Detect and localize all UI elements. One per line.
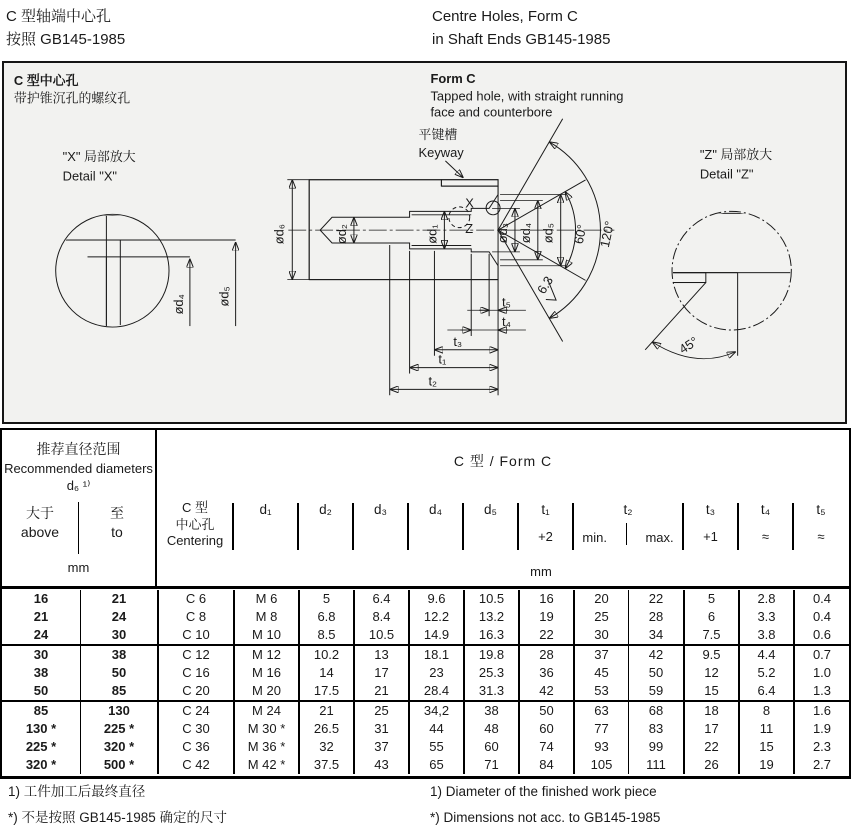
table-cell: 1.3 (793, 682, 849, 700)
table-cell: 15 (683, 682, 738, 700)
angle-45-label: 45° (676, 333, 701, 357)
table-cell: 8 (738, 702, 793, 720)
table-cell: 63 (573, 702, 628, 720)
dim-label-d6: ød₆ (271, 224, 287, 245)
col-header-t4: t₄ ≈ (738, 492, 793, 562)
table-cell: 130 * (25, 721, 57, 736)
table-header (2, 430, 849, 589)
roughness-symbol (532, 273, 564, 304)
table-body (2, 589, 849, 776)
table-cell: 11 (738, 720, 793, 738)
table-cell: 2.3 (793, 738, 849, 756)
table-cell: 13 (353, 646, 408, 664)
table-cell: 18.1 (408, 646, 463, 664)
table-cell: 320 * (80, 738, 157, 756)
table-cell: 31 (353, 720, 408, 738)
dim-label-t3: t₃ (453, 333, 463, 349)
table-cell: 65 (408, 756, 463, 774)
table-cell: 38 (33, 665, 49, 680)
table-cell: 5.2 (738, 664, 793, 682)
table-cell: 17 (683, 720, 738, 738)
table-cell: 55 (408, 738, 463, 756)
table-cell: 320 * (25, 757, 57, 772)
table-cell: 2.7 (793, 756, 849, 774)
table-cell: 59 (628, 682, 683, 700)
col-header-d1: d₁ (233, 492, 298, 562)
table-cell: 30 (80, 626, 157, 644)
table-cell: 500 * (80, 756, 157, 774)
form-c-desc-line2: face and counterbore (430, 104, 553, 120)
page-title-en-line1: Centre Holes, Form C (432, 8, 578, 25)
table-cell: 83 (628, 720, 683, 738)
table-cell: C 12 (157, 646, 233, 664)
t2-max-label: max. (645, 530, 674, 545)
table-cell: C 20 (157, 682, 233, 700)
table-cell: 7.5 (683, 626, 738, 644)
t2-min-label: min. (582, 530, 607, 545)
table-cell: 77 (573, 720, 628, 738)
col-header-centering (157, 492, 233, 562)
table-cell: 50 (33, 683, 49, 698)
z-marker-circle (449, 207, 470, 228)
table-cell: 22 (683, 738, 738, 756)
table-cell: 43 (353, 756, 408, 774)
table-cell: 3.3 (738, 608, 793, 626)
dim-label-d5: ød₅ (540, 223, 556, 244)
table-cell: 6.8 (298, 608, 353, 626)
table-cell: 6.4 (353, 590, 408, 608)
keyway-label-en: Keyway (418, 144, 464, 160)
col-header-d4: d₄ (408, 492, 463, 562)
col-header-d2: d₂ (298, 492, 353, 562)
table-cell: 5 (683, 590, 738, 608)
table-cell: 25.3 (463, 664, 518, 682)
drawing-panel (2, 61, 847, 424)
centering-zh1: C 型 (181, 500, 208, 515)
table-cell: 21 (80, 590, 157, 608)
col-header-to (79, 502, 155, 558)
right-unit-label: mm (530, 564, 552, 579)
table-cell: 85 (33, 703, 49, 718)
roughness-value: 6.3 (533, 273, 557, 297)
table-cell: 16.3 (463, 626, 518, 644)
col-header-above (2, 502, 78, 558)
table-cell: 10.2 (298, 646, 353, 664)
table-cell: 1.6 (793, 702, 849, 720)
rec-dia-zh: 推荐直径范围 (36, 441, 121, 457)
page-title-zh-line1: C 型轴端中心孔 (6, 8, 112, 25)
detail-z-label-en: Detail "Z" (699, 166, 754, 182)
table-cell: 1.0 (793, 664, 849, 682)
table-cell: 36 (518, 664, 573, 682)
table-cell: M 36 * (233, 738, 298, 756)
keyway-label-zh: 平键槽 (418, 127, 458, 143)
footnotes-en (430, 779, 660, 831)
table-cell: 71 (463, 756, 518, 774)
table-cell: 20 (573, 590, 628, 608)
table-cell: 3.8 (738, 626, 793, 644)
table-cell: 0.4 (793, 608, 849, 626)
table-cell: 10.5 (463, 590, 518, 608)
table-cell: 48 (463, 720, 518, 738)
centering-en: Centering (166, 533, 224, 548)
table-cell: 13.2 (463, 608, 518, 626)
table-cell: 105 (573, 756, 628, 774)
table-cell: C 8 (157, 608, 233, 626)
table-cell: 24 (33, 627, 49, 642)
table-cell: 30 (573, 626, 628, 644)
table-cell: 60 (518, 720, 573, 738)
x-marker-label: X (465, 195, 474, 211)
detail-x-dim-d5: ød₅ (216, 286, 232, 307)
table-cell: 37 (573, 646, 628, 664)
table-cell: 19 (738, 756, 793, 774)
min-max-divider (626, 523, 627, 545)
detail-x-dim-d4: ød₄ (170, 294, 186, 315)
dim-label-t1: t₁ (438, 351, 447, 367)
table-cell: 99 (628, 738, 683, 756)
table-cell: 5 (298, 590, 353, 608)
footnote-en-2: *) Dimensions not acc. to GB145-1985 (430, 810, 661, 825)
table-cell: 28 (628, 608, 683, 626)
col-header-t5: t₅ ≈ (793, 492, 849, 562)
table-cell: 26 (683, 756, 738, 774)
table-cell: 93 (573, 738, 628, 756)
footnote-zh-2: *) 不是按照 GB145-1985 确定的尺寸 (8, 810, 228, 825)
detail-x-view (56, 214, 236, 327)
table-cell: M 8 (233, 608, 298, 626)
table-cell: 38 (463, 702, 518, 720)
table-cell: 85 (80, 682, 157, 700)
table-cell: 42 (628, 646, 683, 664)
above-to-row (2, 502, 155, 558)
table-cell: 2.8 (738, 590, 793, 608)
table-cell: 45 (573, 664, 628, 682)
footnote-zh-1: 1) 工件加工后最终直径 (8, 784, 146, 799)
table-cell: 44 (408, 720, 463, 738)
table-cell: 21 (33, 609, 49, 624)
table-cell: 17 (353, 664, 408, 682)
angle-60-label: 60° (570, 223, 590, 246)
table-cell: 15 (738, 738, 793, 756)
form-c-subheading-zh: 带护锥沉孔的螺纹孔 (13, 90, 131, 106)
table-cell: 111 (628, 756, 683, 774)
col-header-t2: t₂ min. max. (573, 492, 683, 562)
left-unit-label: mm (67, 560, 90, 575)
table-cell: 30 (33, 647, 49, 662)
above-zh: 大于 (26, 505, 54, 521)
recommended-diameters-header (2, 430, 157, 586)
z-marker-label: Z (465, 221, 474, 237)
table-cell: 23 (408, 664, 463, 682)
table-cell: 34 (628, 626, 683, 644)
page-title-en (432, 5, 610, 51)
col-header-t3: t₃ +1 (683, 492, 738, 562)
table-cell: 1.9 (793, 720, 849, 738)
table-cell: 12 (683, 664, 738, 682)
table-cell: M 6 (233, 590, 298, 608)
table-cell: 19 (518, 608, 573, 626)
page-title-zh-line2: 按照 GB145-1985 (6, 31, 126, 48)
table-cell: 130 (80, 702, 157, 720)
table-cell: 21 (298, 702, 353, 720)
table-cell: 6 (683, 608, 738, 626)
to-zh: 至 (110, 505, 124, 521)
table-cell: M 16 (233, 664, 298, 682)
detail-x-label-zh: "X" 局部放大 (62, 148, 136, 164)
rec-dia-en: Recommended diameters (4, 461, 153, 476)
table-cell: 225 * (25, 739, 57, 754)
table-cell: C 16 (157, 664, 233, 682)
table-cell: 10.5 (353, 626, 408, 644)
table-cell: 12.2 (408, 608, 463, 626)
col-header-d3: d₃ (353, 492, 408, 562)
table-cell: 37 (353, 738, 408, 756)
table-cell: 50 (80, 664, 157, 682)
table-cell: 50 (518, 702, 573, 720)
table-cell: C 30 (157, 720, 233, 738)
table-cell: M 20 (233, 682, 298, 700)
table-cell: 38 (80, 646, 157, 664)
form-c-desc-line1: Tapped hole, with straight running (430, 88, 624, 104)
table-cell: 25 (353, 702, 408, 720)
table-cell: 16 (518, 590, 573, 608)
table-cell: 9.6 (408, 590, 463, 608)
table-cell: 84 (518, 756, 573, 774)
form-c-heading-zh: C 型中心孔 (13, 72, 79, 88)
table-cell: C 24 (157, 702, 233, 720)
table-cell: C 10 (157, 626, 233, 644)
table-cell: 42 (518, 682, 573, 700)
dim-label-d2: ød₂ (333, 224, 349, 245)
table-cell: 14.9 (408, 626, 463, 644)
table-cell: C 42 (157, 756, 233, 774)
table-cell: C 36 (157, 738, 233, 756)
table-cell: 32 (298, 738, 353, 756)
dimensions-table (0, 428, 851, 779)
table-cell: 22 (518, 626, 573, 644)
above-en: above (20, 524, 60, 540)
dim-label-d3: ød₃ (494, 222, 511, 244)
table-cell: 17.5 (298, 682, 353, 700)
table-cell: 0.4 (793, 590, 849, 608)
table-cell: 19.8 (463, 646, 518, 664)
dim-label-t4: t₄ (502, 314, 511, 330)
page-title-en-line2: in Shaft Ends GB145-1985 (432, 31, 611, 48)
table-cell: 37.5 (298, 756, 353, 774)
table-cell: 225 * (80, 720, 157, 738)
table-cell: 50 (628, 664, 683, 682)
table-cell: 31.3 (463, 682, 518, 700)
table-cell: 0.7 (793, 646, 849, 664)
table-cell: M 42 * (233, 756, 298, 774)
table-cell: 0.6 (793, 626, 849, 644)
centering-zh2: 中心孔 (175, 516, 215, 532)
dim-label-t5: t₅ (502, 294, 511, 310)
form-c-span-title: C 型 / Form C (453, 453, 553, 469)
table-cell: 28 (518, 646, 573, 664)
detail-x-label-en: Detail "X" (62, 168, 118, 184)
footnote-en-1: 1) Diameter of the finished work piece (430, 784, 657, 799)
table-cell: 34,2 (408, 702, 463, 720)
keyway-leader-line (445, 161, 463, 178)
table-cell: 60 (463, 738, 518, 756)
table-cell: 24 (80, 608, 157, 626)
table-cell: 22 (628, 590, 683, 608)
table-cell: 8.4 (353, 608, 408, 626)
depth-extension-lines (390, 245, 498, 395)
col-header-t1: t₁ +2 (518, 492, 573, 562)
angle-120-label: 120° (596, 219, 618, 249)
table-cell: 14 (298, 664, 353, 682)
rec-dia-symbol: d₆ ¹⁾ (66, 478, 91, 493)
footnotes-zh (8, 779, 227, 831)
detail-z-view (645, 211, 793, 358)
table-cell: 68 (628, 702, 683, 720)
table-cell: M 10 (233, 626, 298, 644)
table-cell: 25 (573, 608, 628, 626)
dim-label-d4: ød₄ (517, 222, 533, 244)
table-cell: M 24 (233, 702, 298, 720)
table-cell: M 12 (233, 646, 298, 664)
form-c-heading-en: Form C (430, 70, 476, 86)
table-cell: 16 (33, 591, 49, 606)
table-cell: 6.4 (738, 682, 793, 700)
table-cell: 28.4 (408, 682, 463, 700)
table-cell: 74 (518, 738, 573, 756)
table-cell: M 30 * (233, 720, 298, 738)
table-cell: 18 (683, 702, 738, 720)
table-cell: 9.5 (683, 646, 738, 664)
detail-z-label-zh: "Z" 局部放大 (699, 146, 773, 162)
table-cell: 53 (573, 682, 628, 700)
t2-min-max-row (573, 523, 683, 545)
col-header-d5: d₅ (463, 492, 518, 562)
page-title-zh (6, 5, 125, 51)
table-cell: 8.5 (298, 626, 353, 644)
dim-label-d1: ød₁ (424, 224, 440, 244)
table-cell: C 6 (157, 590, 233, 608)
table-cell: 26.5 (298, 720, 353, 738)
technical-drawing (4, 63, 845, 422)
table-cell: 21 (353, 682, 408, 700)
main-section-view (271, 119, 617, 396)
to-en: to (111, 524, 123, 540)
dim-label-t2: t₂ (428, 373, 438, 389)
table-cell: 4.4 (738, 646, 793, 664)
